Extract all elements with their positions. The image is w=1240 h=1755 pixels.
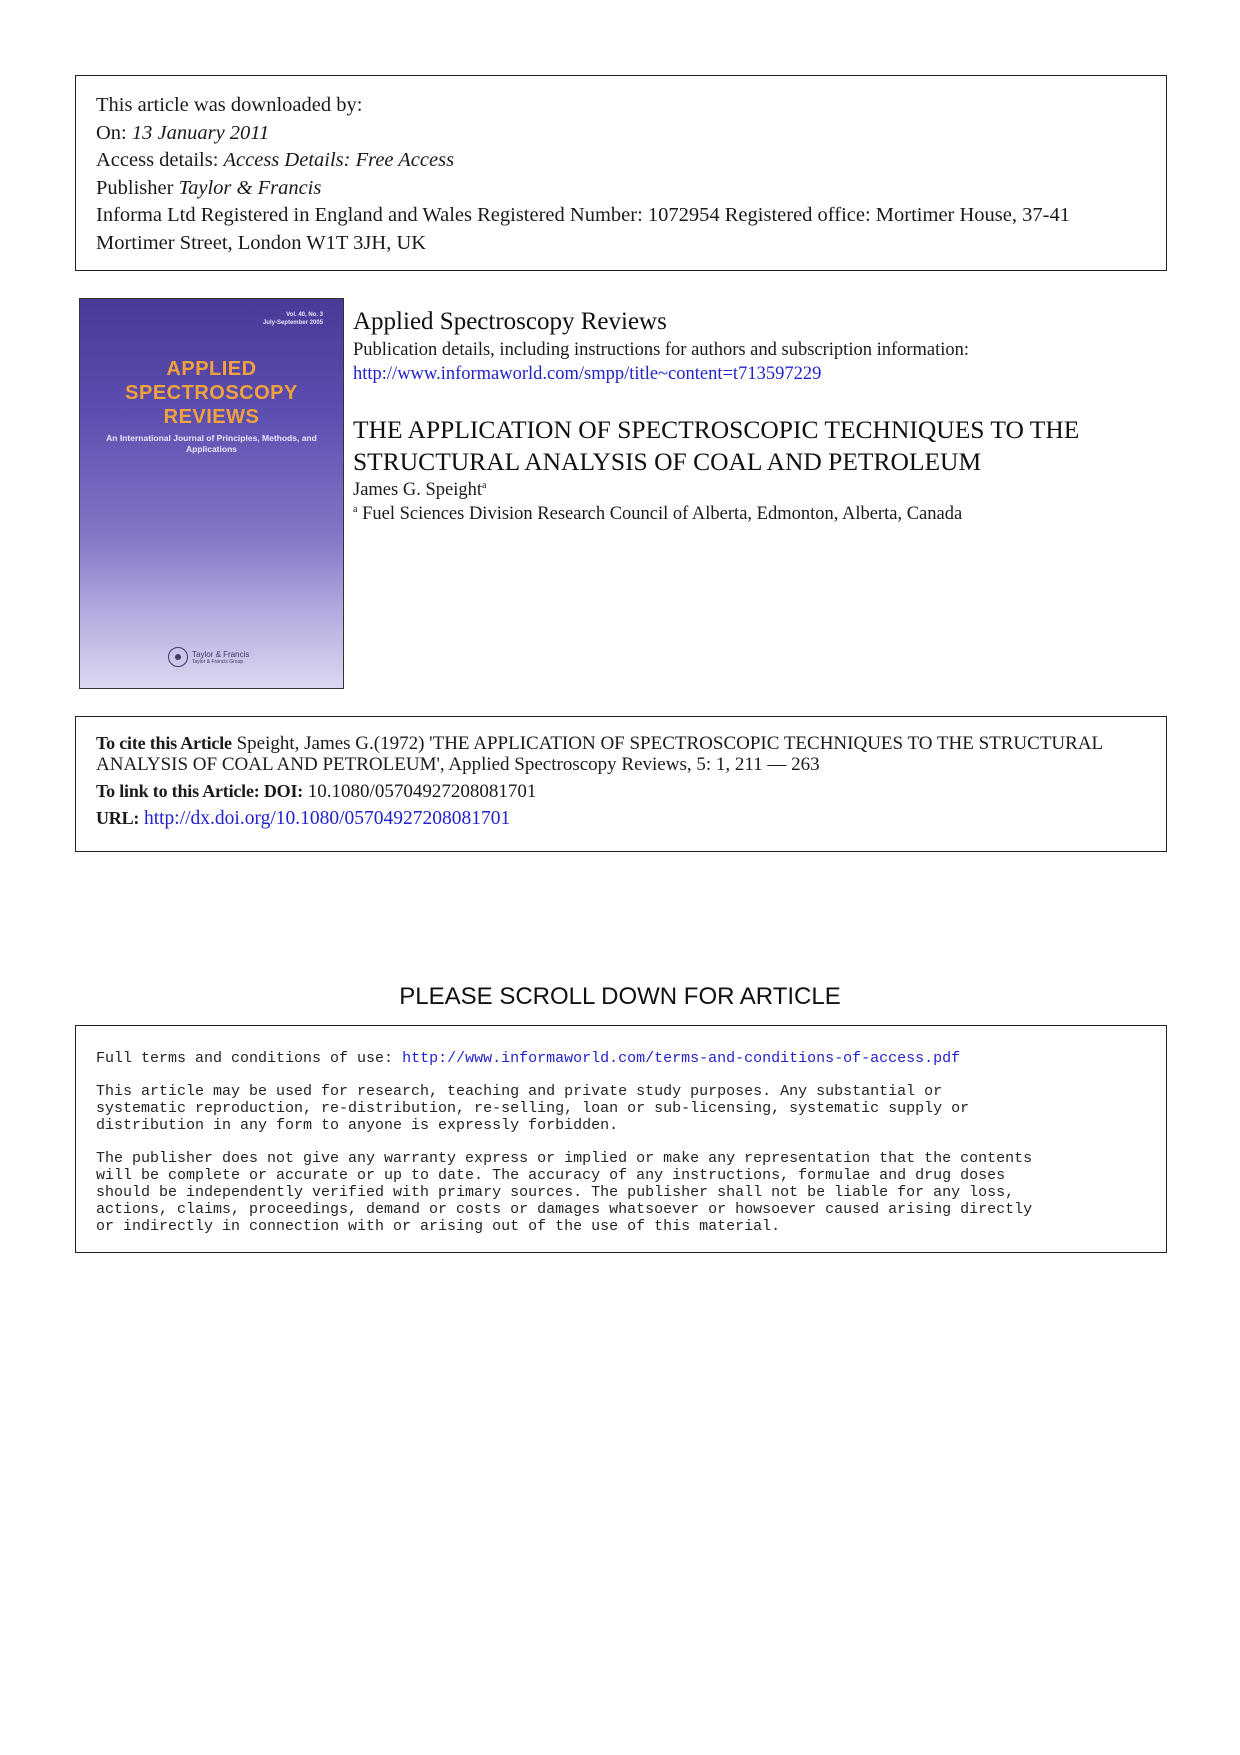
publisher-logo-text: Taylor & Francis [192,649,250,659]
registered-office-text: Informa Ltd Registered in England and Wales Registered Number: 1072954 Registered office: Mortimer House, 37-41 Mortimer Street, London W1T 3JH, UK [96,204,1070,254]
terms-paragraph-usage: This article may be used for research, teaching and private study purposes. Any substantial or systematic reproduction, re-distribution, re-selling, loan or sub-licensing, systematic supply or distribution in any form to anyone is expressly forbidden. [96,1083,970,1134]
cover-title-line: REVIEWS [163,406,260,428]
full-terms-label: Full terms and conditions of use: [96,1050,394,1067]
terms-url-link[interactable]: http://www.informaworld.com/terms-and-conditions-of-access.pdf [402,1050,961,1067]
cover-subtitle: An International Journal of Principles, Methods, and Applications [106,433,317,454]
publication-details: Publication details, including instructions for authors and subscription information: [353,340,970,360]
on-label: On: [96,121,127,144]
download-date-line [96,120,1146,148]
publisher-value: Taylor & Francis [178,176,322,199]
publisher-line [96,175,1146,203]
journal-cover-image [79,298,344,689]
article-title-line: THE APPLICATION OF SPECTROSCOPIC TECHNIQUES TO THE [353,415,1080,444]
publisher-logo-text-block [192,650,249,665]
doi-url-link[interactable]: http://dx.doi.org/10.1080/05704927208081701 [143,808,511,829]
cite-article [96,733,1146,775]
scroll-down-notice: PLEASE SCROLL DOWN FOR ARTICLE [399,983,841,1010]
cover-issue-dates: July-September 2005 [262,320,323,326]
downloaded-by-text: This article was downloaded by: [96,94,363,116]
cover-volume-number: Vol. 40, No. 3 [286,312,323,318]
url-label: URL: [96,808,140,828]
download-info-box [75,75,1167,271]
article-title-line: STRUCTURAL ANALYSIS OF COAL AND PETROLEUM [353,447,982,476]
journal-name: Applied Spectroscopy Reviews [353,308,667,335]
access-label: Access details: [96,149,219,171]
cover-title [80,357,343,429]
download-date: 13 January 2011 [131,121,270,144]
citation-box [75,716,1167,852]
access-details-line [96,147,1146,175]
doi-label: To link to this Article: DOI: [96,781,304,801]
cite-label: To cite this Article [96,733,232,753]
author-superscript: a [481,480,487,491]
url-line [96,805,1146,832]
terms-box [75,1025,1167,1253]
journal-info [353,306,1173,526]
author-name-text: James G. Speight [353,480,482,500]
journal-url-link[interactable]: http://www.informaworld.com/smpp/title~content=t713597229 [353,364,822,384]
author-name [353,478,1173,502]
cover-volume [263,311,323,327]
publisher-label: Publisher [96,176,174,199]
access-value: Access Details: Free Access [223,149,455,171]
affiliation-text: Fuel Sciences Division Research Council of Alberta, Edmonton, Alberta, Canada [362,504,963,524]
author-affiliation [353,502,1173,526]
cover-title-line: APPLIED [166,358,257,380]
article-title [353,414,1173,478]
publisher-logo-subtext: Taylor & Francis Group [192,658,244,665]
full-terms-line [96,1050,1146,1067]
cover-title-line: SPECTROSCOPY [125,382,298,404]
doi-value: 10.1080/05704927208081701 [307,781,537,802]
cite-text: Speight, James G.(1972) 'THE APPLICATION OF SPECTROSCOPIC TECHNIQUES TO THE STRUCTURAL ANALYSIS OF COAL AND PETROLEUM', Applied Spectroscopy Reviews, 5: 1, 211 — 263 [96,733,1103,775]
publisher-logo-icon [168,647,188,667]
terms-paragraph-disclaimer: The publisher does not give any warranty express or implied or make any representation that the contents will be complete or accurate or up to date. The accuracy of any instructions, formulae and drug doses should be independently verified with primary sources. The publisher shall not be liable for any loss, actions, claims, proceedings, demand or costs or damages whatsoever or howsoever caused arising directly or indirectly in connection with or arising out of the use of this material. [96,1150,1033,1235]
doi-line [96,778,1146,805]
publisher-logo [168,647,249,667]
affiliation-superscript: a [353,504,358,515]
